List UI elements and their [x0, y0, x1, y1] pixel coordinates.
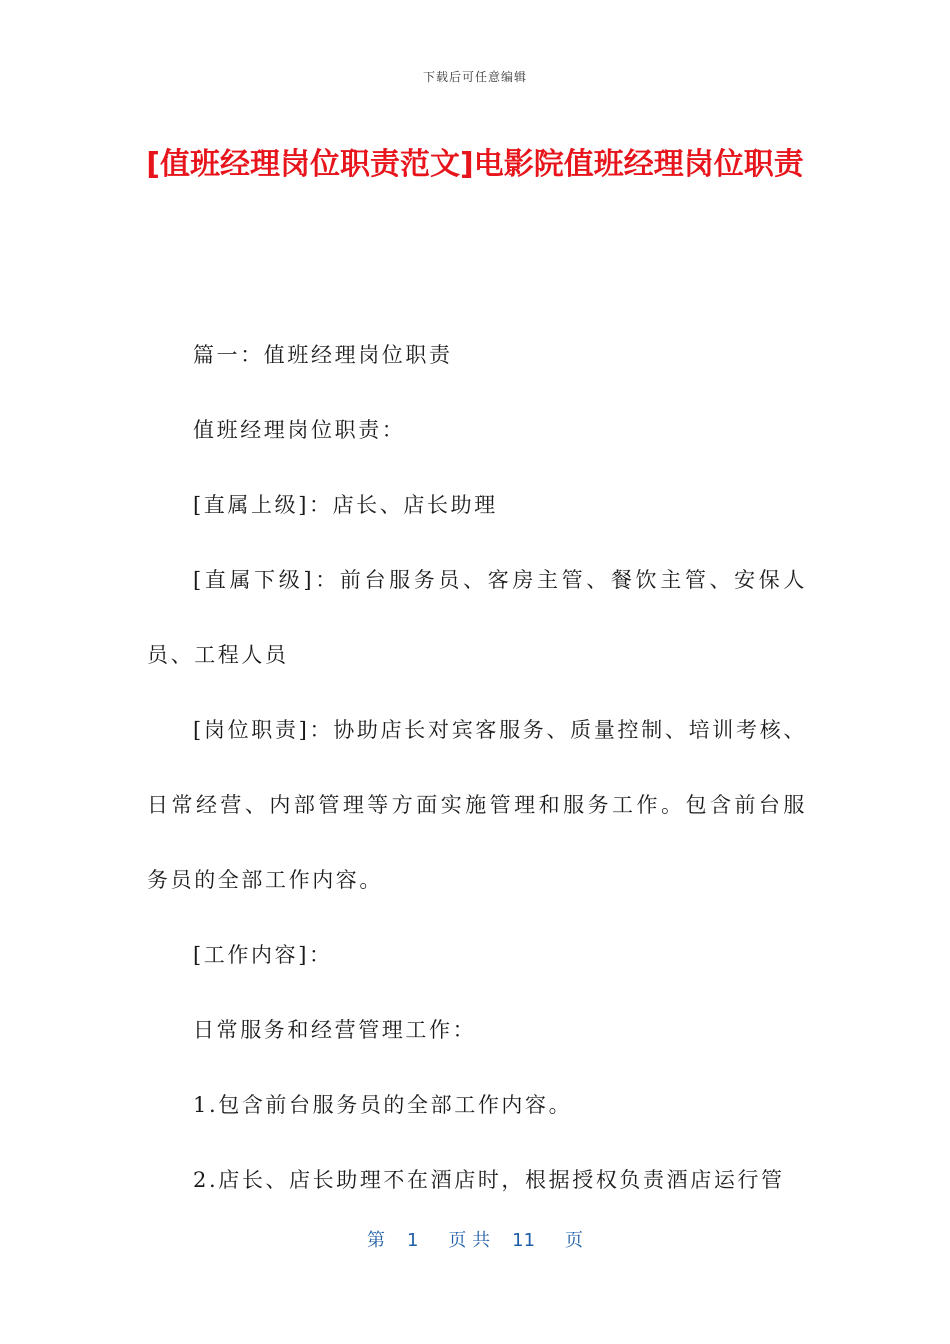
paragraph-subordinates: [直属下级]：前台服务员、客房主管、餐饮主管、安保人员、工程人员 — [147, 568, 807, 667]
footer-current-page: 1 — [406, 1230, 419, 1251]
paragraph-item-2: 2.店长、店长助理不在酒店时，根据授权负责酒店运行管 — [193, 1168, 785, 1192]
document-title: [值班经理岗位职责范文]电影院值班经理岗位职责 — [146, 147, 804, 182]
footer-suffix: 页 — [565, 1230, 584, 1251]
paragraph-daily-management: 日常服务和经营管理工作： — [193, 1018, 477, 1042]
document-body — [147, 318, 807, 1218]
page-footer — [0, 1226, 950, 1252]
paragraph-work-content: [工作内容]： — [193, 943, 333, 967]
footer-middle: 页 共 — [448, 1230, 491, 1251]
paragraph-responsibilities: [岗位职责]：协助店长对宾客服务、质量控制、培训考核、日常经营、内部管理等方面实施管理和服务工作。包含前台服务员的全部工作内容。 — [147, 718, 807, 892]
paragraph-duties-heading: 值班经理岗位职责： — [193, 418, 406, 442]
paragraph-section-heading: 篇一：值班经理岗位职责 — [193, 343, 453, 367]
paragraph-item-1: 1.包含前台服务员的全部工作内容。 — [193, 1093, 573, 1117]
footer-total-pages: 11 — [512, 1230, 536, 1251]
footer-prefix: 第 — [366, 1230, 385, 1251]
header-note: 下载后可任意编辑 — [422, 70, 527, 84]
paragraph-superior: [直属上级]：店长、店长助理 — [193, 493, 498, 517]
